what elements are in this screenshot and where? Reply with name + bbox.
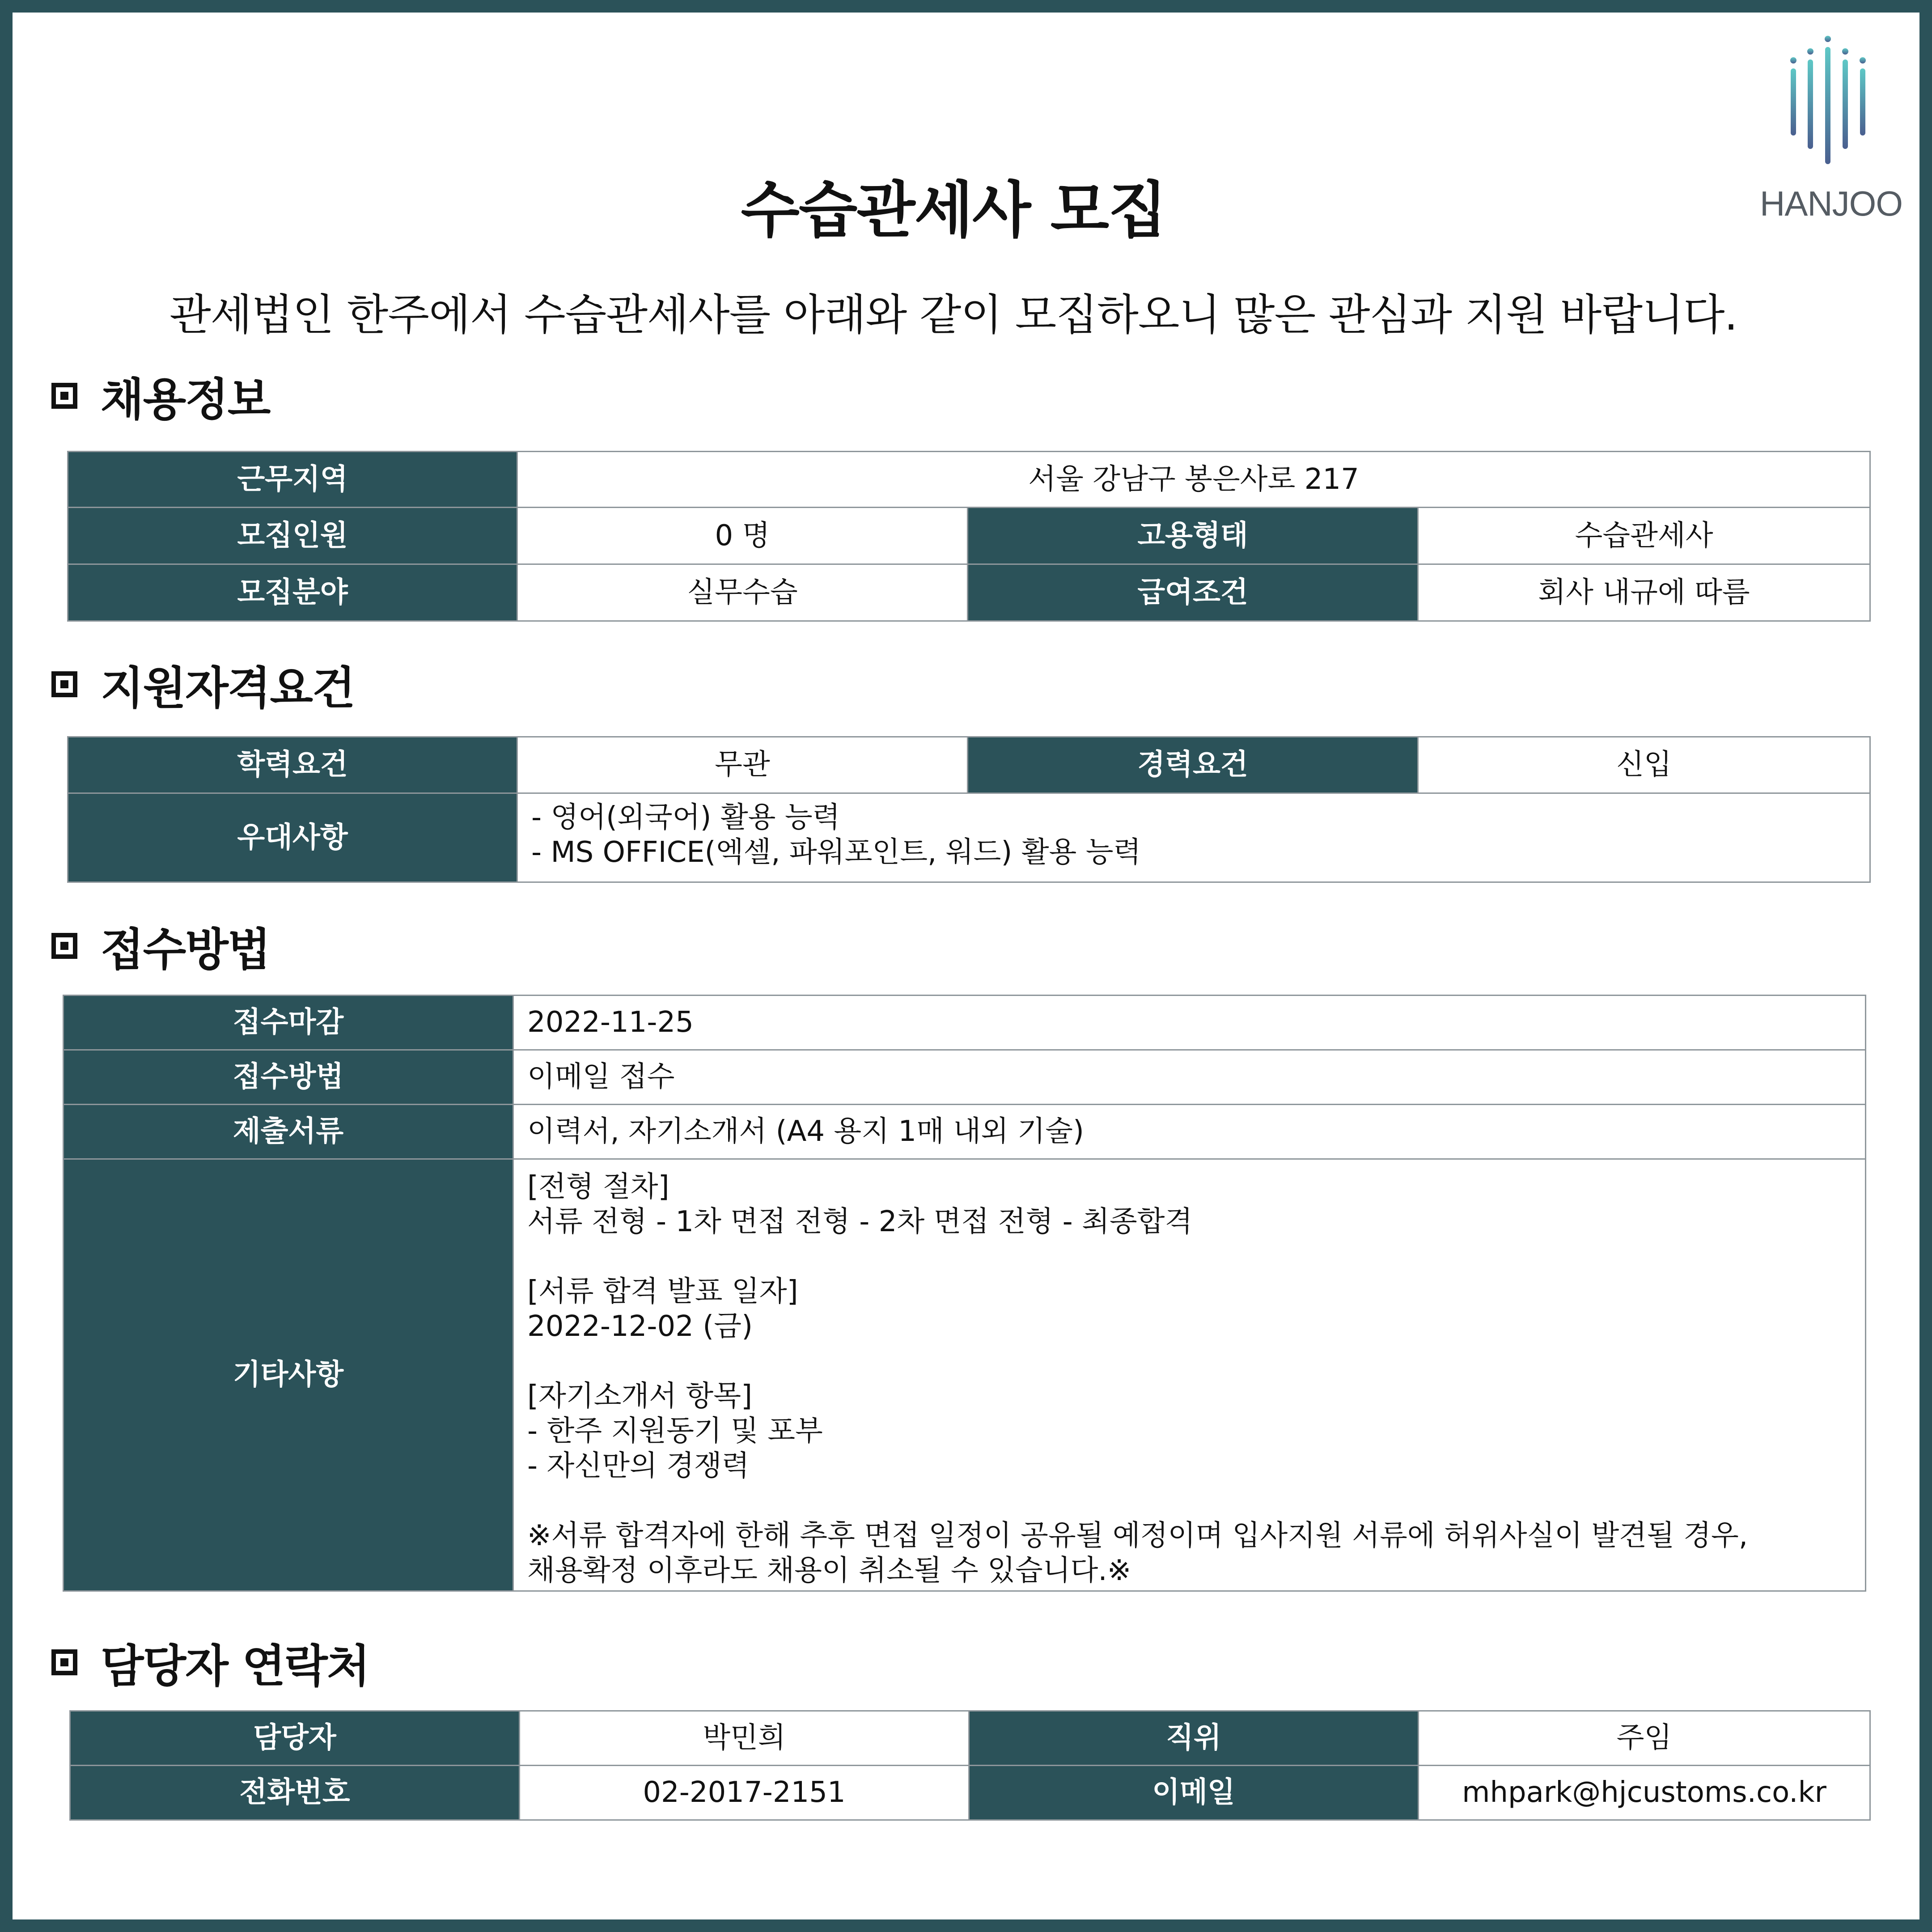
square-bullet-icon: [51, 671, 77, 697]
table-row: [68, 793, 1870, 882]
page-subtitle: 관세법인 한주에서 수습관세사를 아래와 같이 모집하오니 많은 관심과 지원 바랍니다.: [169, 290, 1737, 340]
cell-value: 신입: [1418, 737, 1870, 793]
cell-value: 회사 내규에 따름: [1418, 564, 1870, 621]
cell-value: 이력서, 자기소개서 (A4 용지 1매 내외 기술): [513, 1105, 1866, 1159]
table-row: [68, 564, 1870, 621]
section-heading-apply: [51, 919, 270, 976]
cell-label: 우대사항: [68, 793, 517, 882]
cell-value: 0 명: [517, 508, 968, 564]
contact-table: [69, 1710, 1871, 1821]
qualification-table: [67, 736, 1871, 883]
logo-text: HANJOO: [1760, 184, 1903, 223]
table-row: [64, 1050, 1866, 1105]
section-title: 담당자 연락처: [101, 1640, 369, 1692]
cell-label: 경력요건: [968, 737, 1418, 793]
square-bullet-icon: [51, 933, 77, 959]
cell-label: 전화번호: [70, 1766, 520, 1820]
recruit-info-table: [67, 451, 1871, 622]
table-row: [68, 452, 1870, 508]
cell-value: - 영어(외국어) 활용 능력 - MS OFFICE(엑셀, 파워포인트, 워드) 활용 능력: [517, 793, 1870, 882]
section-heading-recruit: [51, 369, 270, 426]
square-bullet-icon: [51, 1649, 77, 1675]
section-title: 접수방법: [101, 924, 270, 976]
cell-value: 무관: [517, 737, 968, 793]
cell-label: 기타사항: [64, 1159, 513, 1591]
cell-label: 접수마감: [64, 996, 513, 1050]
section-title: 지원자격요건: [101, 662, 355, 714]
cell-value: 02-2017-2151: [520, 1766, 969, 1820]
cell-label: 급여조건: [968, 564, 1418, 621]
cell-label: 접수방법: [64, 1050, 513, 1105]
section-heading-qualification: [51, 657, 355, 714]
cell-label: 학력요건: [68, 737, 517, 793]
cell-value: 박민희: [520, 1711, 969, 1766]
square-bullet-icon: [51, 383, 77, 409]
cell-value: 주임: [1419, 1711, 1870, 1766]
logo-icon: [1784, 34, 1874, 168]
cell-value: 이메일 접수: [513, 1050, 1866, 1105]
table-row: [68, 508, 1870, 564]
email-link[interactable]: mhpark@hjcustoms.co.kr: [1419, 1766, 1870, 1820]
page-title: 수습관세사 모집: [741, 175, 1166, 246]
cell-label: 제출서류: [64, 1105, 513, 1159]
cell-label: 모집인원: [68, 508, 517, 564]
section-title: 채용정보: [101, 373, 270, 426]
cell-value: 수습관세사: [1418, 508, 1870, 564]
table-row: [64, 996, 1866, 1050]
table-row: [70, 1711, 1870, 1766]
cell-label: 고용형태: [968, 508, 1418, 564]
table-row: [70, 1766, 1870, 1820]
table-row: [68, 737, 1870, 793]
cell-label: 근무지역: [68, 452, 517, 508]
cell-label: 이메일: [969, 1766, 1419, 1820]
cell-label: 담당자: [70, 1711, 520, 1766]
cell-value: 실무수습: [517, 564, 968, 621]
table-row: [64, 1105, 1866, 1159]
cell-value: 2022-11-25: [513, 996, 1866, 1050]
apply-table: [63, 995, 1866, 1592]
cell-label: 직위: [969, 1711, 1419, 1766]
cell-label: 모집분야: [68, 564, 517, 621]
table-row: [64, 1159, 1866, 1591]
section-heading-contact: [51, 1635, 369, 1692]
cell-value: 서울 강남구 봉은사로 217: [517, 452, 1870, 508]
cell-value: [전형 절차] 서류 전형 - 1차 면접 전형 - 2차 면접 전형 - 최종합격 [서류 합격 발표 일자] 2022-12-02 (금) [자기소개서 항목] - 한주 지원동기 및 포부 - 자신만의 경쟁력 ※서류 합격자에 한해 추후 면접 일정이 공유될 예정이며 입사지원 서류에 허위사실이 발견될 경우, 채용확정 이후라도 채용이 취소될 수 있습니다.※: [513, 1159, 1866, 1591]
